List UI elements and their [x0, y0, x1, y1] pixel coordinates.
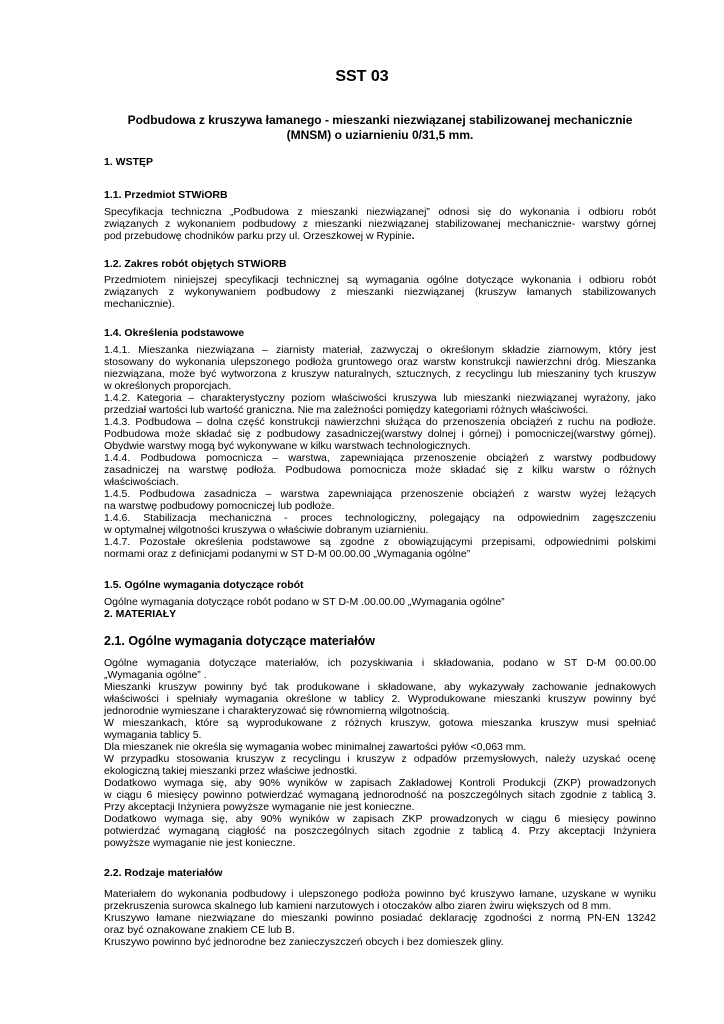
- subsection-heading: 1.2. Zakres robót objętych STWiORB: [104, 258, 287, 270]
- subsection-heading: 1.4. Określenia podstawowe: [104, 327, 245, 339]
- text-line: W mieszankach, które są wyprodukowane z różnych kruszyw, gotowa mieszanka kruszyw musi spełniać: [104, 717, 656, 729]
- paragraph: [104, 206, 656, 242]
- text-line: w określonych proporcjach.: [104, 379, 232, 392]
- subsection-heading: 1.1. Przedmiot STWiORB: [104, 189, 228, 201]
- text-line: 1.4.1. Mieszanka niezwiązana – ziarnisty materiał, zazwyczaj o określonym składzie ziarnowym, który jest: [104, 343, 656, 356]
- subsection-heading: 2.2. Rodzaje materiałów: [104, 867, 223, 879]
- paragraph: [104, 657, 656, 849]
- text-line-part: pod przebudowę chodników parku przy ul. Orzeszkowej w Rypinie: [104, 229, 412, 242]
- text-line: normami oraz z definicjami podanymi w ST D-M 00.00.00 „Wymagania ogólne”: [104, 547, 471, 560]
- section-heading: 2. MATERIAŁY: [104, 607, 177, 620]
- text-line: w ciągu 6 miesięcy powinno potwierdzać wymaganą jednorodność na poszczególnych sitach zgodnie z tablicą 3.: [104, 789, 656, 801]
- text-line: związanych z wykonaniem podbudowy z mieszanki niezwiązanej stabilizowanej mechanicznie- warstwy górnej: [104, 217, 656, 230]
- text-line: Kruszywo łamane niezwiązane do mieszanki powinno posiadać deklarację zgodności z normą PN-EN 13242: [104, 911, 656, 924]
- text-line: 1.4.4. Podbudowa pomocnicza – warstwa, zapewniająca przenoszenie obciążeń z warstwy podbudowy: [104, 451, 656, 464]
- text-line: mechanicznie).: [104, 297, 175, 310]
- section-1-2: [104, 258, 656, 310]
- section-heading: 1. WSTĘP: [104, 156, 154, 168]
- text-line: [104, 230, 656, 242]
- section-2-2: [104, 867, 656, 948]
- text-line: Ogólne wymagania dotyczące robót podano w ST D-M .00.00.00 „Wymagania ogólne”: [104, 595, 505, 608]
- text-line: Podbudowa może składać się z podbudowy zasadniczej(warstwy dolnej i górnej) i pomocniczej(warstwy górnej).: [104, 427, 656, 440]
- text-line: właściwościach.: [104, 475, 179, 488]
- paragraph: [104, 888, 656, 948]
- text-line: zasadniczej na warstwę podłoża. Podbudowa pomocnicza może składać się z kilku warstw o różnych: [104, 463, 656, 476]
- text-line: Kruszywo powinno być jednorodne bez zanieczyszczeń obcych i bez domieszek gliny.: [104, 935, 504, 948]
- text-line-part: .: [411, 229, 415, 242]
- text-line: Obydwie warstwy mogą być wykonywane w kilku warstwach technologicznych.: [104, 439, 471, 452]
- text-line: W przypadku stosowania kruszyw z recyclingu i kruszyw z odpadów przemysłowych, należy uzyskać ocenę: [104, 753, 656, 765]
- text-line: wymagania tablicy 5.: [104, 729, 202, 741]
- text-line: ekologiczną takiej mieszanki przez właściwe jednostki.: [104, 765, 358, 777]
- text-line: Przedmiotem niniejszej specyfikacji technicznej są wymagania ogólne dotyczące wykonania i odbioru robót: [104, 273, 656, 286]
- text-line: 1.4.6. Stabilizacja mechaniczna - proces technologiczny, polegający na odpowiednim zagęszczeniu: [104, 511, 656, 524]
- text-line: 1.4.2. Kategoria – charakterystyczny poziom właściwości kruszywa lub mieszanki niezwiązanej wyrażony, jako: [104, 391, 656, 404]
- doc-subtitle-line: (MNSM) o uziarnieniu 0/31,5 mm.: [286, 128, 474, 142]
- text-line: 1.4.7. Pozostałe określenia podstawowe są zgodne z obowiązującymi przepisami, odpowiednimi polskimi: [104, 535, 656, 548]
- text-line: w optymalnej wilgotności kruszywa o właściwie dobranym uziarnieniu.: [104, 523, 429, 536]
- section-1-4: [104, 327, 656, 560]
- paragraph: [104, 344, 656, 560]
- text-line: związanych z wykonywaniem podbudowy z mieszanki niezwiązanej (kruszyw łamanych stabilizowanych: [104, 285, 656, 298]
- text-line: przekruszenia surowca skalnego lub kamieni narzutowych i otoczaków albo ziaren żwiru większych od 8 mm.: [104, 899, 612, 912]
- paragraph: [104, 596, 656, 608]
- doc-subtitle: [104, 113, 656, 143]
- paragraph: [104, 274, 656, 310]
- section-1-heading-block: [104, 156, 656, 169]
- text-line: właściwości i spełniały wymagania określone w tablicy 2. Wyprodukowane mieszanki kruszyw powinny być: [104, 693, 656, 705]
- text-line: oraz być oznakowane znakiem CE lub B.: [104, 923, 295, 936]
- text-line: powyższe wymaganie nie jest konieczne.: [104, 837, 296, 849]
- text-line: „Wymagania ogólne” .: [104, 669, 207, 681]
- text-line: Dodatkowo wymaga się, aby 90% wyników w zapisach Zakładowej Kontroli Produkcji (ZKP) prowadzonych: [104, 777, 656, 789]
- text-line: Ogólne wymagania dotyczące materiałów, ich pozyskiwania i składowania, podano w ST D-M 00.00.00: [104, 657, 656, 669]
- text-line: potwierdzać wymaganą ciągłość na poszczególnych sitach zgodnie z tablicą 4. Przy akceptacji Inżyniera: [104, 825, 656, 837]
- text-line: stosowany do wykonania ulepszonego podłoża gruntowego oraz warstw konstrukcji nawierzchni dróg. Mieszanka: [104, 355, 656, 368]
- section-1-1: [104, 189, 656, 242]
- doc-subtitle-line: Podbudowa z kruszywa łamanego - mieszanki niezwiązanej stabilizowanej mechanicznie: [127, 113, 633, 127]
- section-1-5: [104, 579, 656, 620]
- text-line: Mieszanki kruszyw powinny być tak produkowane i składowane, aby wykazywały zachowanie jednakowych: [104, 681, 656, 693]
- text-line: na warstwę podbudowy pomocniczej lub podłoże.: [104, 499, 335, 512]
- text-line: Dodatkowo wymaga się, aby 90% wyników w zapisach ZKP prowadzonych w ciągu 6 miesięcy powinno: [104, 813, 656, 825]
- text-line: 1.4.5. Podbudowa zasadnicza – warstwa zapewniająca przenoszenie obciążeń z warstw wyżej leżących: [104, 487, 656, 500]
- text-line: przedział wartości lub wartość graniczna. Nie ma zależności pomiędzy kategoriami różnych właściwości.: [104, 403, 589, 416]
- subsection-heading: 1.5. Ogólne wymagania dotyczące robót: [104, 579, 304, 591]
- text-line: Materiałem do wykonania podbudowy i ulepszonego podłoża powinno być kruszywo łamane, uzyskane w wyniku: [104, 887, 656, 900]
- text-line: Dla mieszanek nie określa się wymagania wobec minimalnej zawartości pyłów <0,063 mm.: [104, 741, 527, 753]
- text-line: Przy akceptacji Inżyniera powyższe wymaganie nie jest konieczne.: [104, 801, 415, 813]
- text-line: jednorodnie wymieszane i charakteryzować się równomierną wilgotnością.: [104, 705, 450, 717]
- section-2-1: [104, 634, 656, 849]
- text-line: 1.4.3. Podbudowa – dolna część konstrukcji nawierzchni służąca do przenoszenia obciążeń z ruchu na podłoże.: [104, 415, 656, 428]
- subsection-heading: 2.1. Ogólne wymagania dotyczące materiałów: [104, 634, 375, 648]
- text-line: niezwiązana, może być wytworzona z kruszyw naturalnych, sztucznych, z recyclingu lub mieszaniny tych kruszyw: [104, 367, 656, 380]
- doc-title: SST 03: [335, 68, 389, 85]
- text-line: Specyfikacja techniczna „Podbudowa z mieszanki niezwiązanej” odnosi się do wykonania i odbioru robót: [104, 205, 656, 218]
